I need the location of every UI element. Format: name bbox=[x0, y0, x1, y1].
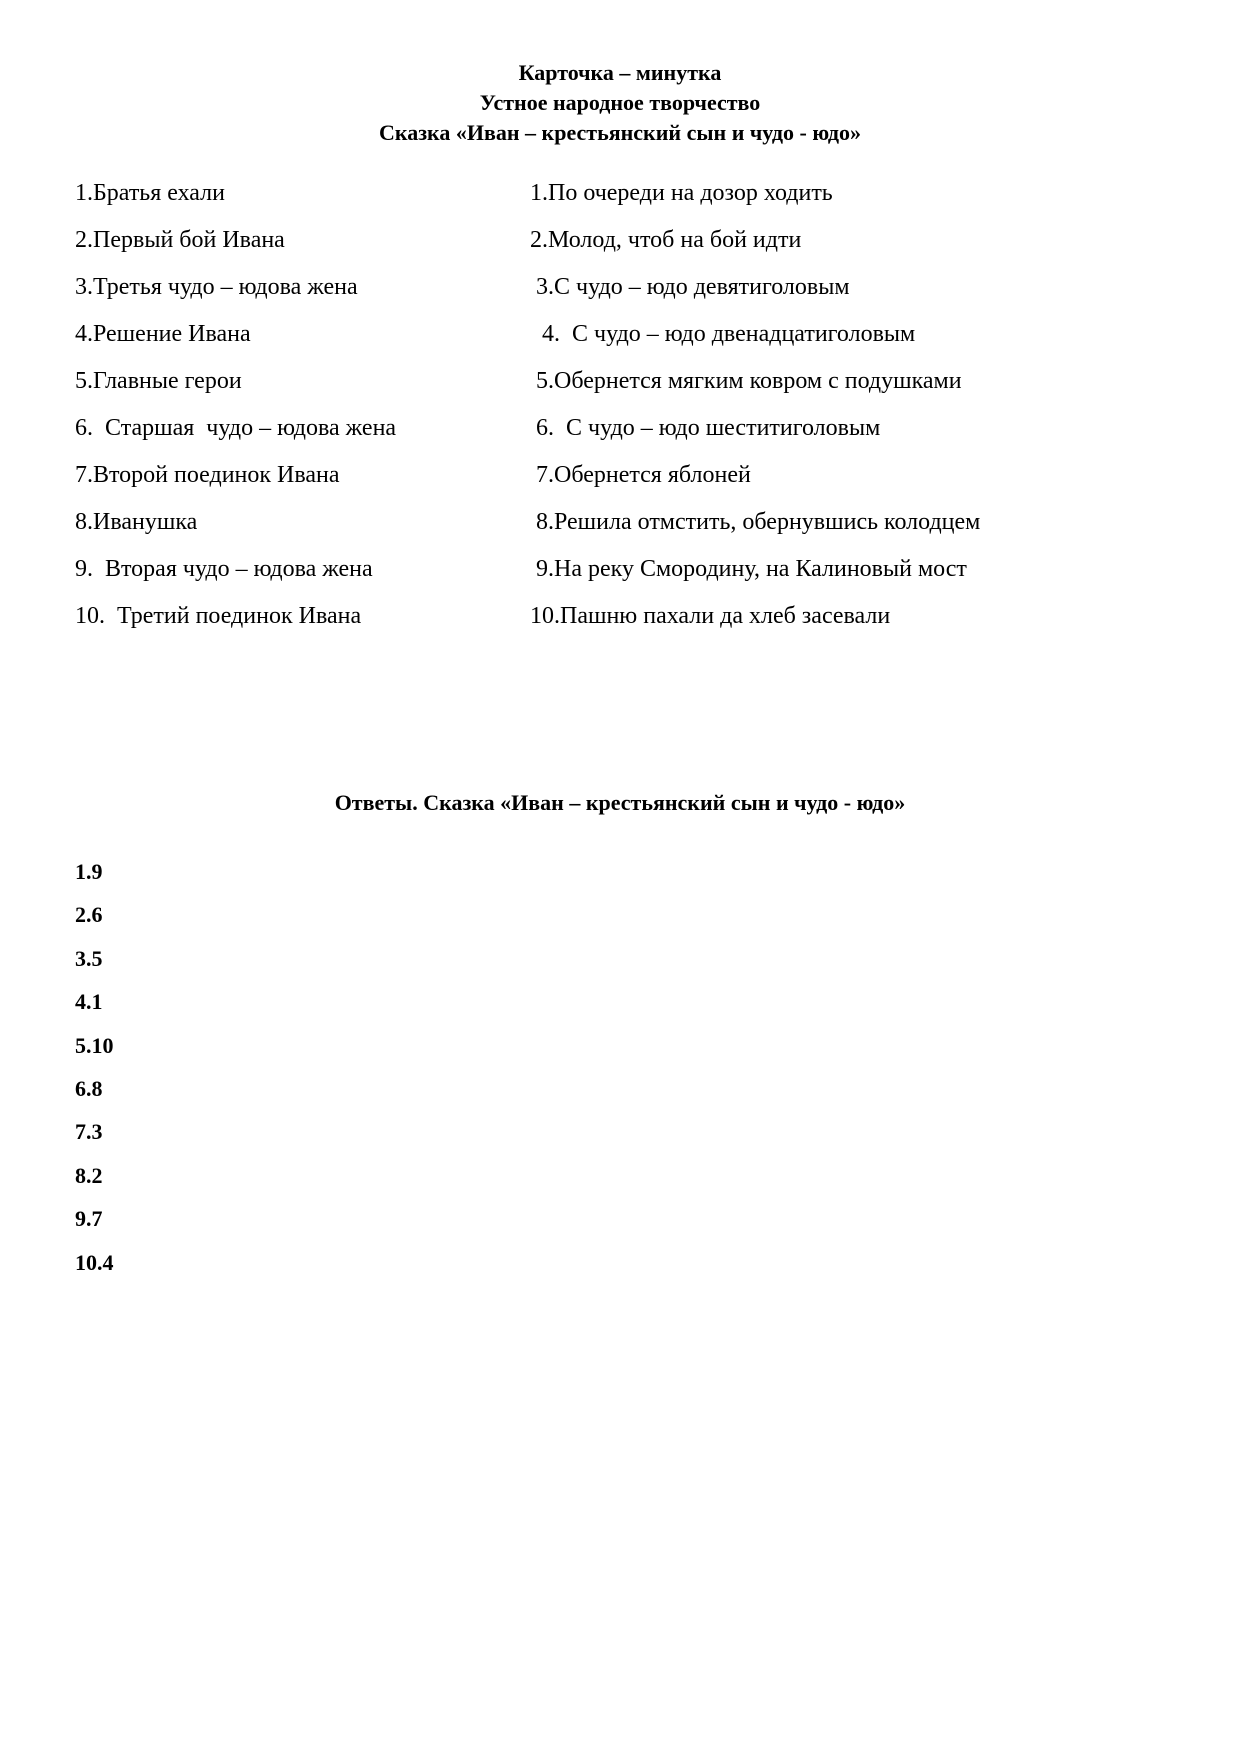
answer-option: 7.Обернется яблоней bbox=[530, 462, 751, 488]
question-item: 1.Братья ехали bbox=[75, 180, 225, 206]
answer-key-item: 3.5 bbox=[75, 945, 103, 971]
answer-key-item: 10.4 bbox=[75, 1249, 114, 1275]
answer-key-item: 8.2 bbox=[75, 1162, 103, 1188]
answer-option: 10.Пашню пахали да хлеб засевали bbox=[530, 603, 891, 629]
answer-option: 4. С чудо – юдо двенадцатиголовым bbox=[530, 321, 916, 347]
answer-option: 1.По очереди на дозор ходить bbox=[530, 180, 833, 206]
matching-row bbox=[0, 177, 1240, 224]
answer-option: 9.На реку Смородину, на Калиновый мост bbox=[530, 556, 967, 582]
question-item: 9. Вторая чудо – юдова жена bbox=[75, 556, 373, 582]
answers-heading: Ответы. Сказка «Иван – крестьянский сын и чудо - юдо» bbox=[334, 790, 906, 815]
matching-row bbox=[0, 365, 1240, 412]
answer-option: 8.Решила отмстить, обернувшись колодцем bbox=[530, 509, 981, 535]
matching-row bbox=[0, 271, 1240, 318]
answer-option: 5.Обернется мягким ковром с подушками bbox=[530, 368, 962, 394]
answer-option: 3.С чудо – юдо девятиголовым bbox=[530, 274, 850, 300]
question-item: 7.Второй поединок Ивана bbox=[75, 462, 340, 488]
answer-key-item: 2.6 bbox=[75, 902, 103, 928]
matching-list bbox=[0, 177, 1240, 647]
question-item: 2.Первый бой Ивана bbox=[75, 227, 285, 253]
document-header bbox=[0, 58, 1240, 148]
question-item: 10. Третий поединок Ивана bbox=[75, 603, 362, 629]
matching-row bbox=[0, 553, 1240, 600]
question-item: 4.Решение Ивана bbox=[75, 321, 251, 347]
answer-key-item: 4.1 bbox=[75, 989, 103, 1015]
question-item: 5.Главные герои bbox=[75, 368, 242, 394]
tale-title: Сказка «Иван – крестьянский сын и чудо - юдо» bbox=[378, 120, 862, 145]
question-item: 8.Иванушка bbox=[75, 509, 198, 535]
answer-key-item: 6.8 bbox=[75, 1075, 103, 1101]
matching-row bbox=[0, 506, 1240, 553]
answer-key-item: 7.3 bbox=[75, 1119, 103, 1145]
question-item: 6. Старшая чудо – юдова жена bbox=[75, 415, 397, 441]
matching-row bbox=[0, 600, 1240, 647]
answer-key-item: 1.9 bbox=[75, 859, 103, 884]
matching-row bbox=[0, 318, 1240, 365]
card-title: Карточка – минутка bbox=[518, 60, 722, 85]
matching-row bbox=[0, 459, 1240, 506]
answer-option: 6. С чудо – юдо шеститиголовым bbox=[530, 415, 881, 441]
card-subtitle: Устное народное творчество bbox=[479, 90, 761, 115]
answer-key-item: 5.10 bbox=[75, 1032, 114, 1058]
matching-row bbox=[0, 224, 1240, 271]
question-item: 3.Третья чудо – юдова жена bbox=[75, 274, 358, 300]
answer-key-item: 9.7 bbox=[75, 1206, 103, 1232]
matching-row bbox=[0, 412, 1240, 459]
answer-option: 2.Молод, чтоб на бой идти bbox=[530, 227, 802, 253]
answers-list bbox=[75, 857, 114, 1291]
